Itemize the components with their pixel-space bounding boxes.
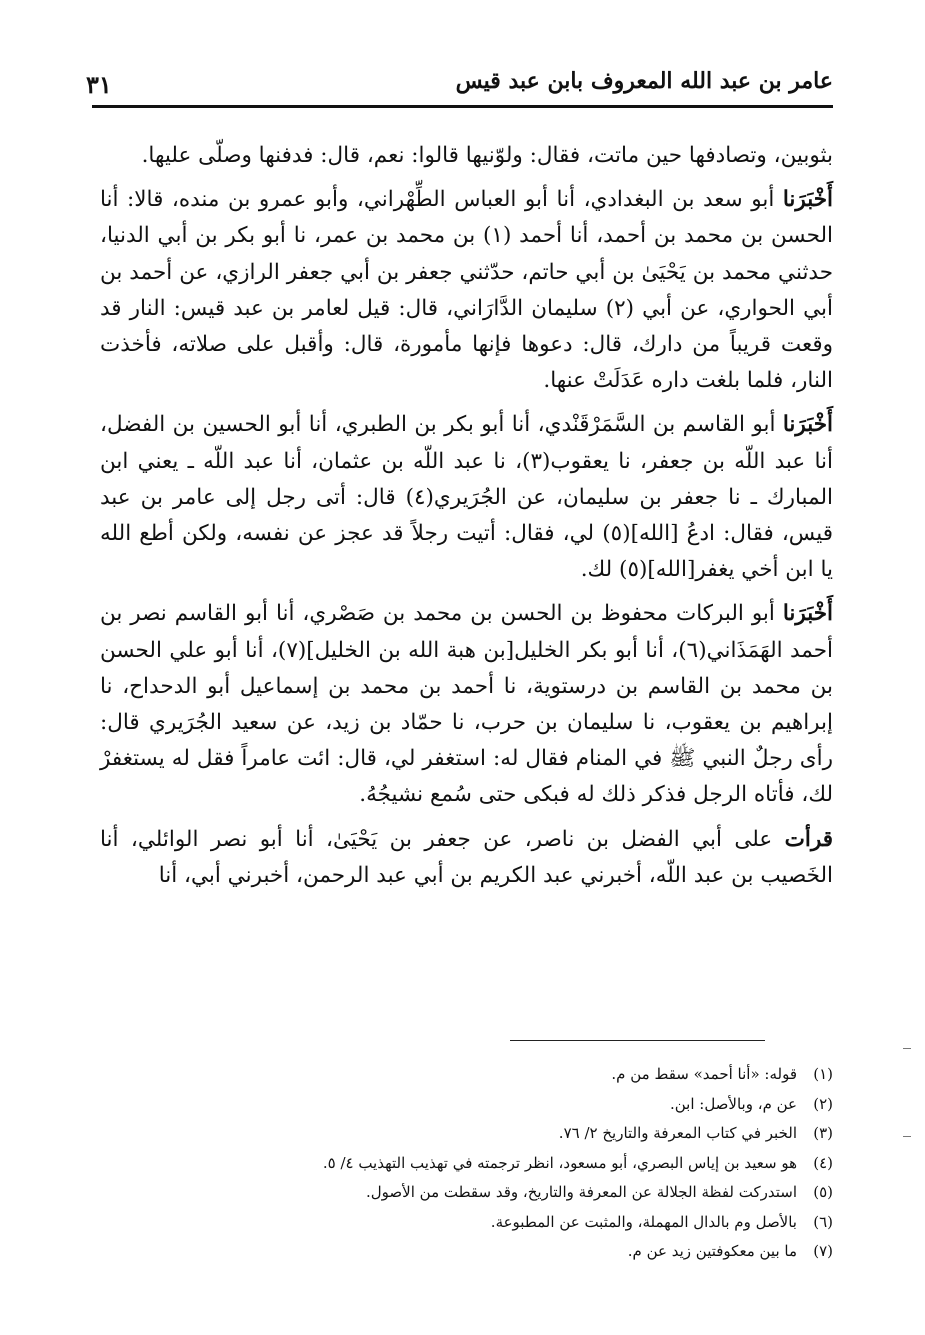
scan-margin-mark xyxy=(903,1136,911,1137)
footnote-text: قوله: «أنا أحمد» سقط من م. xyxy=(611,1065,797,1083)
running-title: عامر بن عبد الله المعروف بابن عبد قيس xyxy=(455,68,833,94)
footnote-number: (٧) xyxy=(813,1242,833,1260)
paragraph-lead: أَخْبَرَنا xyxy=(782,412,833,438)
paragraph-text: بثوبين، وتصادفها حين ماتت، فقال: ولوّنيها قالوا: نعم، قال: فدفنها وصلّى عليها. xyxy=(141,143,833,168)
page-number: ٣١ xyxy=(86,70,112,99)
footnote-4 xyxy=(110,1149,833,1179)
paragraph-1 xyxy=(100,138,833,174)
paragraph-3 xyxy=(100,407,833,588)
main-text xyxy=(100,138,833,902)
footnote-number: (٦) xyxy=(813,1212,833,1231)
footnote-text: استدركت لفظة الجلالة عن المعرفة والتاريخ، وقد سقطت من الأصول. xyxy=(366,1183,797,1201)
footnote-7 xyxy=(110,1237,833,1267)
footnote-rule xyxy=(510,1040,765,1041)
paragraph-lead: أَخْبَرَنا xyxy=(782,187,833,213)
footnote-2 xyxy=(110,1090,833,1120)
paragraph-lead: أَخْبَرَنا xyxy=(782,601,833,627)
footnotes xyxy=(110,1060,833,1267)
footnote-number: (٣) xyxy=(813,1124,833,1142)
footnote-number: (٤) xyxy=(813,1153,833,1172)
paragraph-2 xyxy=(100,182,833,399)
footnote-number: (٢) xyxy=(813,1094,833,1113)
scan-margin-mark xyxy=(903,1048,911,1049)
paragraph-text: أبو القاسم بن السَّمَرْقَنْدي، أنا أبو بكر بن الطبري، أنا أبو الحسين بن الفضل، أنا عبد اللّه بن جعفر، نا يعقوب(٣)، نا عبد اللّه بن عثمان، أنا عبد اللّه ـ يعني ابن المبارك ـ نا جعفر بن سليمان، عن الجُرَيري(٤) قال: أتى رجل إلى عامر بن عبد قيس، فقال: ادعُ [الله](٥) لي، فقال: أتيت رجلاً قد عجز عن نفسه، ولكن أطع الله يا ابن أخي يغفر[الله](٥) لك. xyxy=(100,412,833,583)
footnote-text: عن م، وبالأصل: ابن. xyxy=(669,1094,797,1113)
paragraph-text: أبو البركات محفوظ بن الحسن بن محمد بن صَصْري، أنا أبو القاسم نصر بن أحمد الهَمَذَاني(٦)، أنا أبو بكر الخليل[بن هبة الله بن الخليل](٧)، أنا أبو علي الحسن بن محمد بن القاسم بن درستوية، نا أحمد بن محمد بن إسماعيل أبو الدحداح، نا إبراهيم بن يعقوب، نا سليمان بن حرب، نا حمّاد بن زيد، عن سعيد الجُرَيري قال: رأى رجلٌ النبي ﷺ في المنام فقال له: استغفر لي، قال: ائت عامراً فقل له يستغفرْ لك، فأتاه الرجل فذكر ذلك له فبكى حتى سُمع نشيجُهُ. xyxy=(100,601,833,808)
footnote-number: (١) xyxy=(813,1065,833,1083)
header-rule xyxy=(92,105,833,108)
paragraph-5 xyxy=(100,822,833,894)
paragraph-text: على أبي الفضل بن ناصر، عن جعفر بن يَحْيَىٰ، أنا أبو نصر الوائلي، أنا الخَصيب بن عبد اللّه، أخبرني عبد الكريم بن أبي عبد الرحمن، أخبرني أبي، أنا xyxy=(100,826,833,888)
footnote-6 xyxy=(110,1208,833,1238)
footnote-3 xyxy=(110,1119,833,1149)
footnote-number: (٥) xyxy=(813,1183,833,1201)
footnote-text: بالأصل وم بالدال المهملة، والمثبت عن المطبوعة. xyxy=(490,1212,797,1231)
footnote-text: الخبر في كتاب المعرفة والتاريخ ٢/ ٧٦. xyxy=(558,1124,797,1142)
paragraph-lead: قرأت xyxy=(784,826,833,852)
footnote-5 xyxy=(110,1178,833,1208)
footnote-1 xyxy=(110,1060,833,1090)
footnote-text: ما بين معكوفتين زيد عن م. xyxy=(627,1242,797,1260)
footnote-text: هو سعيد بن إياس البصري، أبو مسعود، انظر ترجمته في تهذيب التهذيب ٤/ ٥. xyxy=(322,1153,797,1172)
paragraph-text: أبو سعد بن البغدادي، أنا أبو العباس الطِّهْراني، وأبو عمرو بن منده، قالا: أنا الحسن بن محمد بن أحمد، أنا أحمد (١) بن محمد بن عمر، نا أبو بكر بن أبي الدنيا، حدثني محمد بن يَحْيَىٰ بن أبي حاتم، حدّثني جعفر بن أبي جعفر الرازي، عن أحمد بن أبي الحواري، عن أبي (٢) سليمان الدَّارَاني، قال: قيل لعامر بن عبد قيس: النار قد وقعت قريباً من دارك، قال: دعوها فإنها مأمورة، قال: وأقبل على صلاته، فأخذت النار، فلما بلغت داره عَدَلَتْ عنها. xyxy=(100,187,833,394)
paragraph-4 xyxy=(100,596,833,813)
